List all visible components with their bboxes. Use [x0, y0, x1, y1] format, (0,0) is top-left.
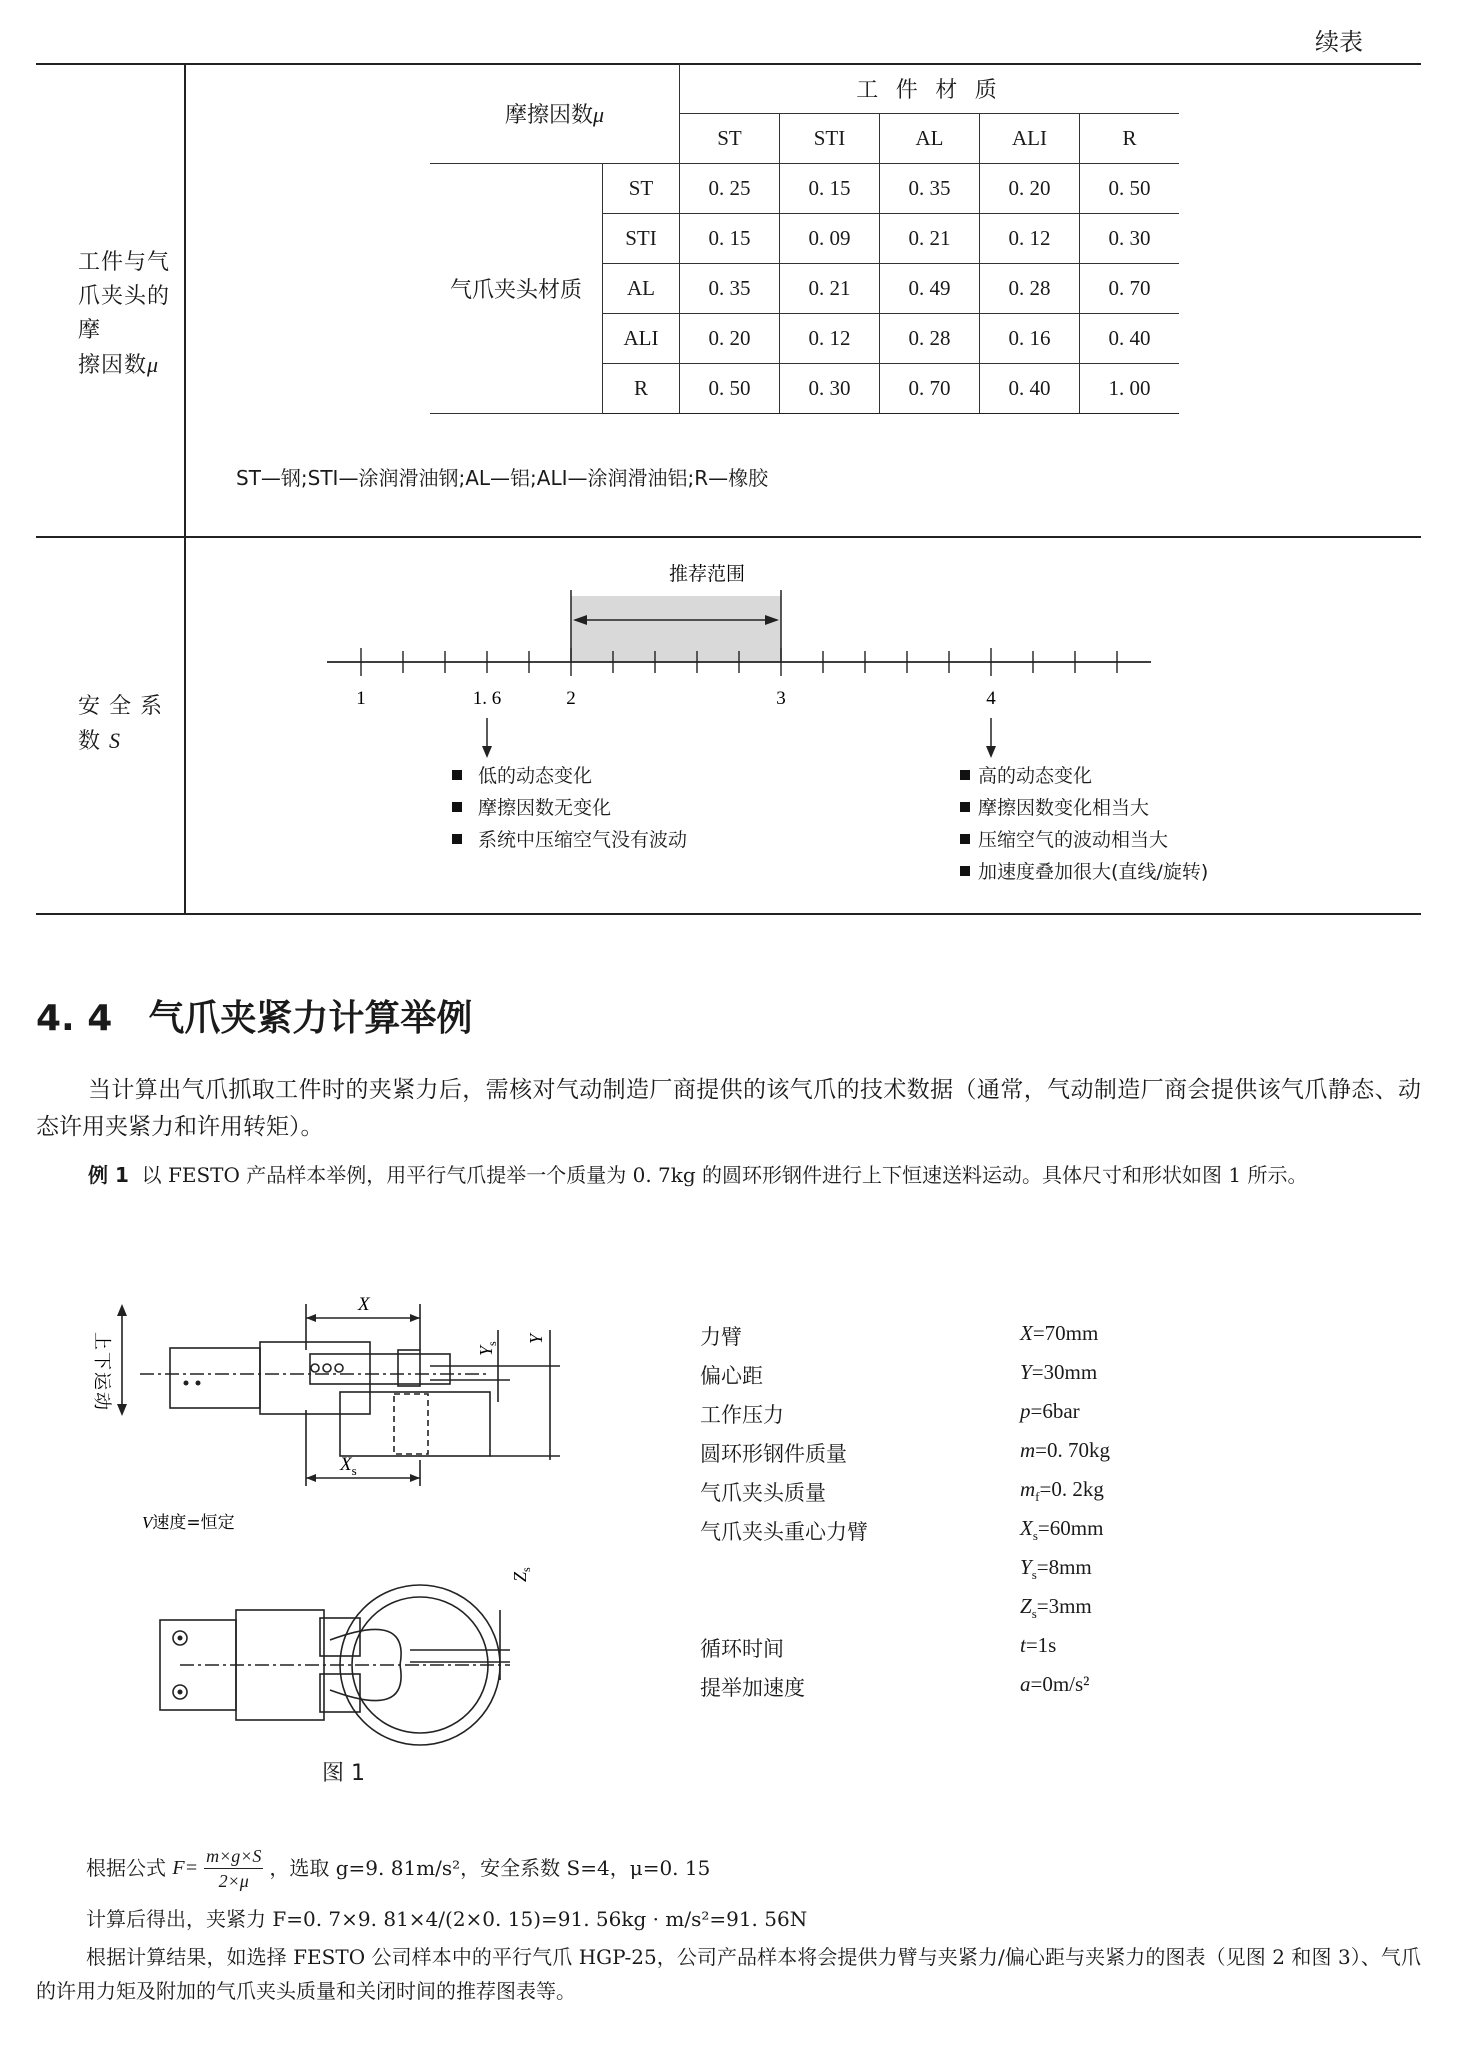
example-paragraph	[36, 1158, 1421, 1192]
table-cell: 0. 21	[780, 264, 880, 314]
arrow-down-icon	[482, 746, 492, 758]
parameter-label: 提举加速度	[700, 1675, 805, 1700]
tick-label: 1	[356, 688, 366, 709]
corner-mu: μ	[592, 102, 605, 127]
section-number: 4. 4	[36, 998, 113, 1039]
arrow-down-icon	[986, 746, 996, 758]
safety-symbol: S	[109, 728, 122, 753]
friction-side-label-line1: 工件与气	[78, 250, 171, 275]
parameter-row	[700, 1511, 1260, 1550]
figure-1-drawing	[80, 1270, 620, 1760]
workpiece-section	[340, 1392, 490, 1456]
row-group-label: 气爪夹头材质	[430, 164, 603, 414]
table-cell: 0. 30	[1080, 214, 1180, 264]
parameter-value: t=1s	[1020, 1633, 1057, 1658]
table-column-divider	[184, 63, 186, 914]
table-cell: 1. 00	[1080, 364, 1180, 414]
list-item: 摩擦因数无变化	[452, 792, 687, 824]
row-header: STI	[603, 214, 680, 264]
table-cell: 0. 20	[980, 164, 1080, 214]
parameter-row	[700, 1667, 1260, 1706]
parameter-row	[700, 1394, 1260, 1433]
tick-label: 4	[986, 688, 996, 709]
parameter-label: 气爪夹头质量	[700, 1480, 826, 1505]
list-item: 高的动态变化	[960, 760, 1208, 792]
table-cell: 0. 16	[980, 314, 1080, 364]
row-header: ALI	[603, 314, 680, 364]
example-text: 以 FESTO 产品样本举例，用平行气爪提举一个质量为 0. 7kg 的圆环形钢件进行上下恒速送料运动。具体尺寸和形状如图 1 所示。	[141, 1163, 1308, 1187]
table-cell: 0. 35	[880, 164, 980, 214]
parameter-row	[700, 1589, 1260, 1628]
formula-suffix: ，选取 g=9. 81m/s²，安全系数 S=4，μ=0. 15	[269, 1856, 711, 1880]
tick-label: 1. 6	[472, 688, 502, 709]
parameter-list	[700, 1316, 1260, 1706]
column-header: ST	[680, 114, 780, 164]
mu-symbol: μ	[147, 352, 160, 377]
intro-paragraph: 当计算出气爪抓取工件时的夹紧力后，需核对气动制造厂商提供的该气爪的技术数据（通常，气动制造厂商会提供该气爪静态、动态许用夹紧力和许用转矩）。	[36, 1077, 1421, 1140]
pin-icon	[323, 1364, 331, 1372]
parameter-value: $Y_s=8mm$	[1020, 1555, 1092, 1583]
list-item: 摩擦因数变化相当大	[960, 792, 1208, 824]
formula-numerator: m×g×S	[204, 1844, 263, 1869]
table-row	[430, 164, 1179, 214]
parameter-row	[700, 1628, 1260, 1667]
hidden-jaw-outline	[394, 1394, 428, 1454]
dim-x-label: X	[358, 1294, 370, 1315]
table-cell: 0. 12	[980, 214, 1080, 264]
friction-side-label	[78, 246, 182, 383]
parameter-label: 循环时间	[700, 1636, 784, 1661]
pin-icon	[311, 1364, 319, 1372]
bullet-square-icon	[452, 770, 462, 780]
parameter-value: p=6bar	[1020, 1399, 1080, 1424]
result-line: 计算后得出，夹紧力 F=0. 7×9. 81×4/(2×0. 15)=91. 56kg · m/s²=91. 56N	[86, 1907, 808, 1931]
table-cell: 0. 20	[680, 314, 780, 364]
table-cell: 0. 09	[780, 214, 880, 264]
list-item: 低的动态变化	[452, 760, 687, 792]
parameter-row	[700, 1550, 1260, 1589]
table-cell: 0. 15	[780, 164, 880, 214]
section-title: 气爪夹紧力计算举例	[148, 998, 473, 1039]
safety-side-label-line2: 数	[78, 729, 102, 754]
table-cell: 0. 25	[680, 164, 780, 214]
parameter-value: m=0. 70kg	[1020, 1438, 1111, 1463]
column-header: STI	[780, 114, 880, 164]
table-row-divider	[36, 536, 1421, 538]
dim-ys-label: $Y_s$	[476, 1341, 499, 1356]
formula-prefix: 根据公式	[86, 1856, 166, 1880]
material-header: 工 件 材 质	[680, 64, 1180, 114]
parameter-value: a=0m/s²	[1020, 1672, 1090, 1697]
safety-side-label	[78, 690, 182, 759]
parameter-value: Y=30mm	[1020, 1360, 1098, 1385]
table-cell: 0. 50	[680, 364, 780, 414]
formula-denominator: 2×μ	[218, 1870, 249, 1891]
dim-xs-label: $X_s$	[340, 1454, 357, 1478]
arrow-up-icon	[117, 1304, 127, 1316]
table-bottom-rule	[36, 913, 1421, 915]
parameter-label: 气爪夹头重心力臂	[700, 1519, 868, 1544]
table-cell: 0. 49	[880, 264, 980, 314]
list-item: 加速度叠加很大(直线/旋转)	[960, 856, 1208, 888]
material-legend-note: ST—钢;STI—涂润滑油钢;AL—铝;ALI—涂润滑油铝;R—橡胶	[236, 466, 769, 490]
parameter-row	[700, 1316, 1260, 1355]
friction-coefficient-table	[430, 63, 1179, 414]
table-corner-cell	[430, 64, 680, 164]
gripper-rear-block	[170, 1348, 260, 1408]
parameter-value: $X_s=60mm$	[1020, 1516, 1104, 1544]
dim-y-label: Y	[526, 1333, 546, 1344]
table-cell: 0. 40	[980, 364, 1080, 414]
bullet-square-icon	[960, 770, 970, 780]
scale-axis-group	[327, 590, 1151, 709]
table-cell: 0. 40	[1080, 314, 1180, 364]
recommended-range-band	[571, 596, 781, 662]
parameter-label: 偏心距	[700, 1363, 763, 1388]
parameter-value: $m_f=0$. 2kg	[1020, 1477, 1104, 1505]
table-cell: 0. 28	[880, 314, 980, 364]
table-cell: 0. 30	[780, 364, 880, 414]
friction-side-label-line2: 爪夹头的摩	[78, 284, 171, 343]
gripper-body	[260, 1342, 370, 1414]
row-header: AL	[603, 264, 680, 314]
dim-zs-label: $Z_s$	[510, 1567, 533, 1582]
arrow-down-icon	[117, 1404, 127, 1416]
figure-caption: 图 1	[322, 1761, 365, 1786]
column-header: R	[1080, 114, 1180, 164]
parameter-row	[700, 1433, 1260, 1472]
friction-side-label-line3: 擦因数	[78, 353, 148, 378]
parameter-row	[700, 1472, 1260, 1511]
bullet-square-icon	[960, 866, 970, 876]
bullet-square-icon	[452, 802, 462, 812]
parameter-value: X=70mm	[1020, 1321, 1099, 1346]
list-item: 系统中压缩空气没有波动	[452, 824, 687, 856]
table-cell: 0. 70	[1080, 264, 1180, 314]
formula-lhs: F=	[172, 1857, 199, 1879]
formula-line	[86, 1840, 710, 1896]
recommended-range-label: 推荐范围	[668, 563, 746, 585]
row-header: ST	[603, 164, 680, 214]
table-cell: 0. 70	[880, 364, 980, 414]
low-dynamics-notes	[452, 760, 687, 856]
table-cell: 0. 15	[680, 214, 780, 264]
table-cell: 0. 50	[1080, 164, 1180, 214]
tick-label: 2	[566, 688, 576, 709]
corner-label: 摩擦因数	[504, 102, 593, 127]
pin-icon	[335, 1364, 343, 1372]
tick-label: 3	[776, 688, 786, 709]
bullet-square-icon	[960, 834, 970, 844]
high-dynamics-notes	[960, 760, 1208, 888]
safety-side-label-line1: 安 全 系	[78, 694, 163, 719]
parameter-label: 力臂	[700, 1324, 742, 1349]
parameter-value: $Z_s=3mm$	[1020, 1594, 1092, 1622]
motion-label: 上下运动	[91, 1332, 112, 1412]
parameter-label: 工作压力	[700, 1402, 784, 1427]
row-header: R	[603, 364, 680, 414]
jaw-finger	[398, 1350, 420, 1386]
table-cell: 0. 21	[880, 214, 980, 264]
conclusion-paragraph: 根据计算结果，如选择 FESTO 公司样本中的平行气爪 HGP-25，公司产品样本将会提供力臂与夹紧力/偏心距与夹紧力的图表（见图 2 和图 3）、气爪的许用力矩及附加的气爪夹头质量和关闭时间的推荐图表等。	[36, 1945, 1421, 2003]
parameter-row	[700, 1355, 1260, 1394]
section-heading	[36, 990, 472, 1041]
speed-label: V速度=恒定	[142, 1513, 235, 1533]
table-cell: 0. 12	[780, 314, 880, 364]
table-cell: 0. 28	[980, 264, 1080, 314]
bullet-square-icon	[452, 834, 462, 844]
table-cell: 0. 35	[680, 264, 780, 314]
bullet-square-icon	[960, 802, 970, 812]
column-header: ALI	[980, 114, 1080, 164]
parameter-label: 圆环形钢件质量	[700, 1441, 847, 1466]
example-label: 例 1	[88, 1163, 129, 1187]
formula-fraction	[204, 1844, 263, 1893]
continued-label: 续表	[1315, 28, 1363, 56]
safety-factor-scale	[184, 560, 1184, 720]
column-header: AL	[880, 114, 980, 164]
list-item: 压缩空气的波动相当大	[960, 824, 1208, 856]
